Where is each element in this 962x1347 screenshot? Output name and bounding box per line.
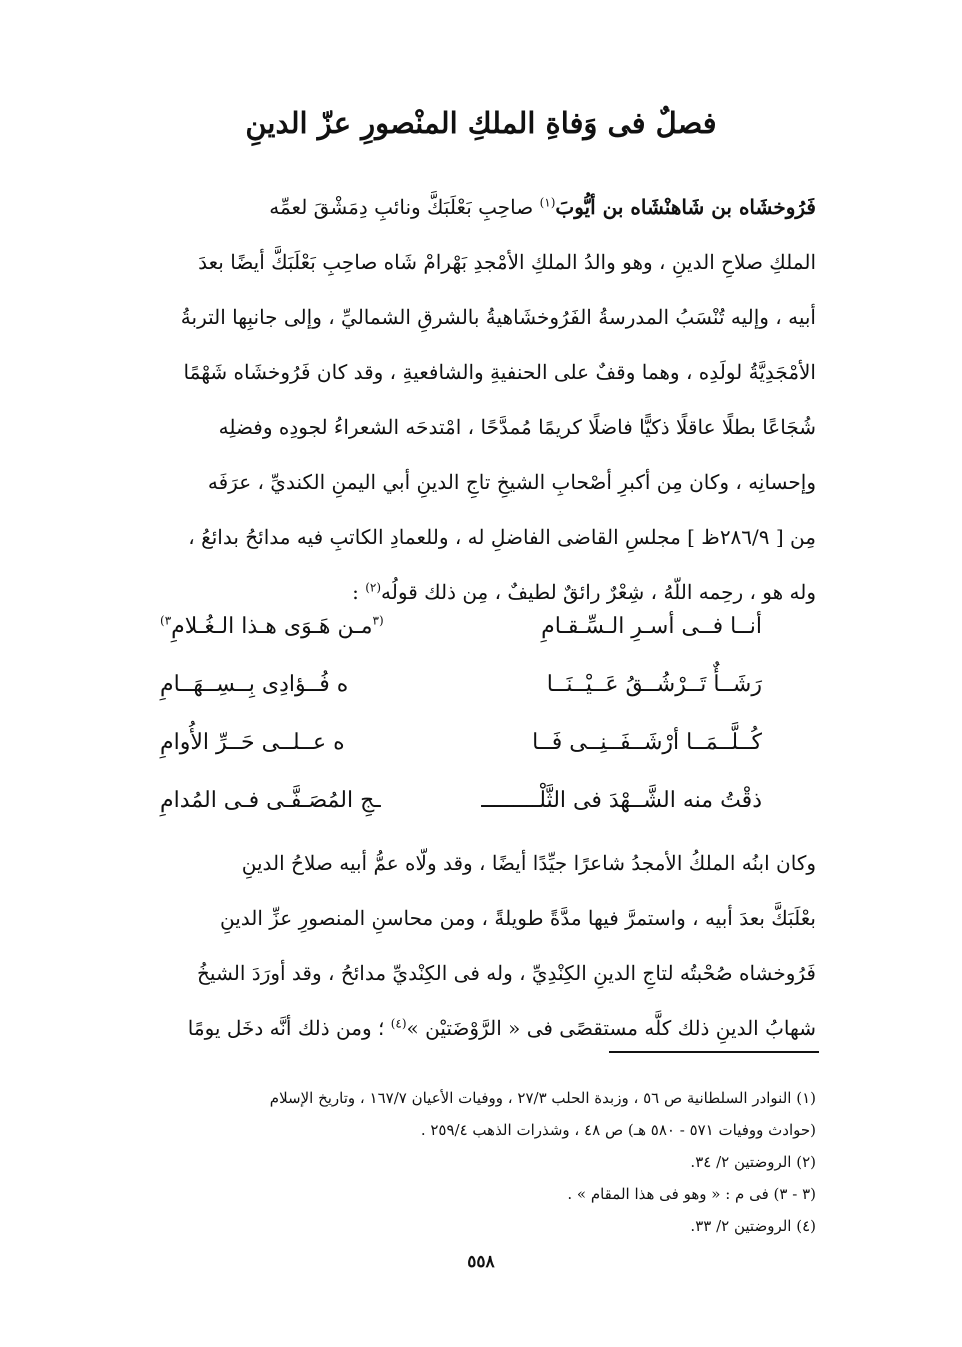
paragraph-line: أبيه ، وإليه تُنْسَبُ المدرسةُ الفَرُوخشَاهيةُ بالشرقِ الشماليِّ ، وإلى جانبِها التربةُ <box>180 305 816 329</box>
footnote-separator <box>609 1051 819 1053</box>
paragraph-line <box>103 1001 816 1056</box>
footnote-marker: (٢) <box>365 580 382 595</box>
name-heading: فَرُوخشَاه بن شَاهنْشَاه بن أيُّوبَ <box>555 195 816 219</box>
poem-verse <box>160 714 762 772</box>
paragraph-line <box>103 180 816 235</box>
poem-first-hemistich: ذقْتُ منه الشَّــهْدَ فى الثَّلْـــــــــ <box>481 788 762 813</box>
poem <box>160 598 762 830</box>
footnote-marker: ٣) <box>160 613 172 628</box>
paragraph-line: شُجَاعًا بطلًا عاقلًا ذكيًّا فاضلًا كريمًا مُمدَّحًا ، امْتدحَه الشعراءُ لجودِه وفضلِه <box>218 415 816 439</box>
footnote: (٢) الروضتين ٢/ ٣٤. <box>690 1153 816 1171</box>
paragraph-line: وإحسانِه ، وكان مِن أكبرِ أصْحابِ الشيخِ تاجِ الدينِ أبي اليمنِ الكنديِّ ، عرَفَه <box>207 470 816 494</box>
poem-verse <box>160 598 762 656</box>
line-text: : <box>352 580 366 604</box>
poem-verse <box>160 772 762 830</box>
paragraph-line: فَرُوخشاه صُحْبتُه لتاجِ الدينِ الكِنْدِيِّ ، وله فى الكِنْديِّ مدائحُ ، وقد أورَدَ الشيخُ <box>197 961 816 985</box>
paragraph-line: الأمْجَدِيَّةُ لولَدِه ، وهما وقفٌ على الحنفيةِ والشافعيةِ ، وقد كان فَرُوخشَاه شَهْمًا <box>183 360 816 384</box>
paragraph-line: مِن [ ٢٨٦/٩ظ ] مجلسِ القاضى الفاضلِ له ، وللعمادِ الكاتبِ فيه مدائحُ بدائعُ ، <box>188 525 816 549</box>
paragraph-1 <box>103 180 816 620</box>
poem-second-hemistich: ه فُــؤادِى بِــسِــهَــامِ <box>160 672 349 697</box>
footnote: (حوادث ووفيات ٥٧١ - ٥٨٠ هـ) ص ٤٨ ، وشذرات الذهب ٢٥٩/٤ . <box>420 1121 816 1139</box>
paragraph-line: بعْلَبَكَّ بعدَ أبيه ، واستمرَّ فيها مدَّةً طويلةً ، ومن محاسنِ المنصورِ عزِّ الدينِ <box>219 906 816 930</box>
footnote: (٤) الروضتين ٢/ ٣٣. <box>690 1217 816 1235</box>
footnote: (١) النوادر السلطانية ص ٥٦ ، وزبدة الحلب ٢٧/٣ ، ووفيات الأعيان ١٦٧/٧ ، وتاريخ الإسلام <box>269 1089 816 1107</box>
line-text: شهابُ الدينِ ذلك كلَّه مستقصًى فى « الرَّوْضَتيْن » <box>406 1016 816 1040</box>
poem-first-hemistich: رَشَــأٌ تَــرْشُــقُ عَــيْــنَــا <box>546 672 762 697</box>
poem-first-hemistich: أنــا فــى أسـرِ الـسِّـقـامِ <box>541 614 762 639</box>
footnote-marker: (٤) <box>390 1016 407 1031</box>
footnote-marker: (١) <box>539 195 556 210</box>
hemistich-text: مـن هَـوَى هـذا الـغُـلامِ <box>171 614 373 639</box>
poem-first-hemistich: كُــلَّــمَــا أرْشَــفَــنِــى فَــا <box>532 730 762 755</box>
chapter-title: فصلٌ فى وَفاةِ الملكِ المنْصورِ عزّ الدينِ <box>245 106 717 140</box>
footnotes <box>103 1082 816 1242</box>
page-number: ٥٥٨ <box>467 1252 495 1272</box>
line-text: صاحِبِ بَعْلَبَكَّ ونائبِ دِمَشْقَ لعمِّه <box>269 195 534 219</box>
line-text: وله هو ، رحِمه اللّهُ ، شِعْرٌ رائقٌ لطيفٌ ، مِن ذلك قولُه <box>381 580 816 604</box>
poem-verse <box>160 656 762 714</box>
poem-second-hemistich <box>160 598 384 656</box>
paragraph-line: الملكِ صلاحِ الدينِ ، وهو والدُ الملكِ الأمْجدِ بَهْرامْ شَاه صاحِبِ بَعْلَبَكَّ أيضًا بعدَ <box>198 250 816 274</box>
footnote-marker: (٣ <box>372 613 384 628</box>
paragraph-line: وكان ابنُه الملكُ الأمجدُ شاعرًا جيِّدًا أيضًا ، وقد ولّاه عمُّ أبيه صلاحُ الدينِ <box>241 851 816 875</box>
paragraph-2 <box>103 836 816 1056</box>
poem-second-hemistich: ـجِ المُصَـفَّـى فـى المُدامِ <box>160 788 381 813</box>
poem-second-hemistich: ه عــلــى حَــرِّ الأُوامِ <box>160 730 345 755</box>
footnote: (٣ - ٣) فى م : « وهو فى هذا المقام » . <box>567 1185 816 1203</box>
line-text: ؛ ومن ذلك أنَّه دخَل يومًا <box>187 1016 391 1040</box>
